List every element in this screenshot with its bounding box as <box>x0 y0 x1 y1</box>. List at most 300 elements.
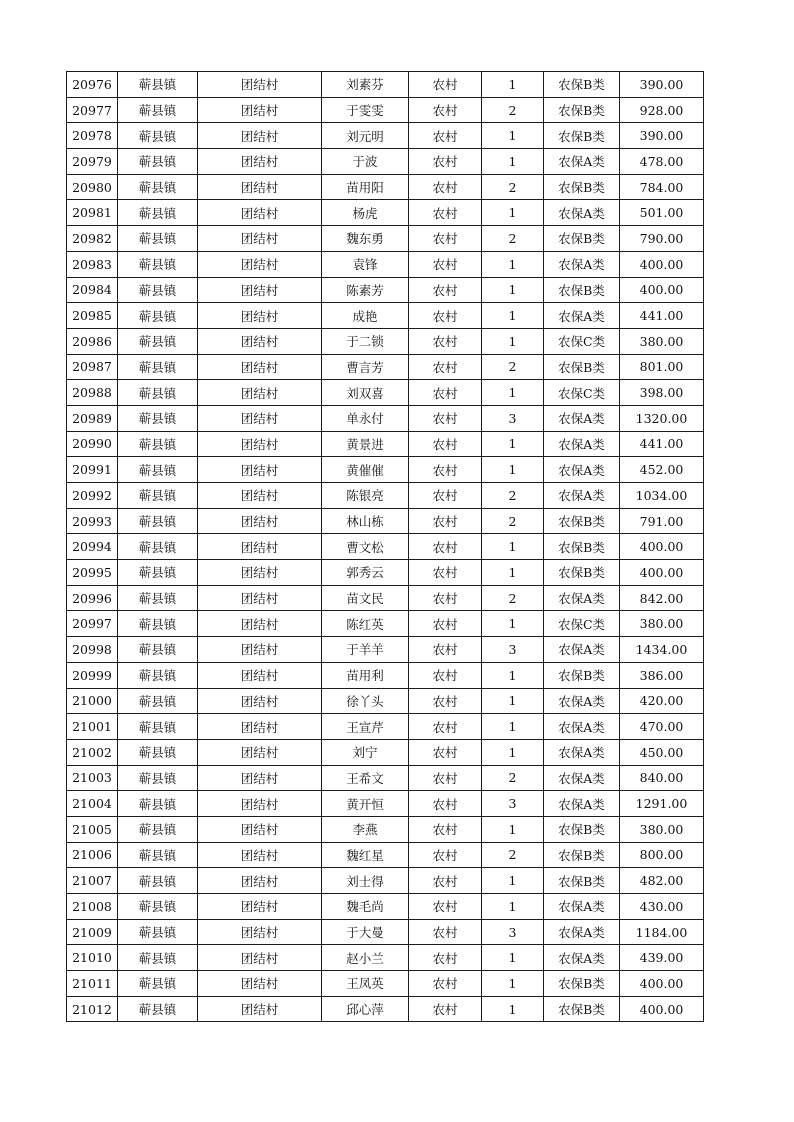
amount-cell: 400.00 <box>620 971 704 997</box>
household-size-cell: 2 <box>482 508 544 534</box>
town-cell: 蕲县镇 <box>118 662 198 688</box>
name-cell: 魏毛尚 <box>322 894 409 920</box>
record-number-cell: 21003 <box>67 765 118 791</box>
household-size-cell: 1 <box>482 251 544 277</box>
record-number-cell: 20992 <box>67 483 118 509</box>
amount-cell: 478.00 <box>620 149 704 175</box>
village-cell: 团结村 <box>198 585 322 611</box>
household-size-cell: 2 <box>482 765 544 791</box>
name-cell: 成艳 <box>322 303 409 329</box>
town-cell: 蕲县镇 <box>118 945 198 971</box>
household-type-cell: 农村 <box>409 996 482 1022</box>
record-number-cell: 21010 <box>67 945 118 971</box>
household-type-cell: 农村 <box>409 200 482 226</box>
category-cell: 农保B类 <box>544 971 620 997</box>
category-cell: 农保C类 <box>544 611 620 637</box>
amount-cell: 441.00 <box>620 303 704 329</box>
village-cell: 团结村 <box>198 919 322 945</box>
record-number-cell: 20986 <box>67 328 118 354</box>
category-cell: 农保A类 <box>544 483 620 509</box>
record-number-cell: 20997 <box>67 611 118 637</box>
record-number-cell: 20981 <box>67 200 118 226</box>
record-number-cell: 20977 <box>67 97 118 123</box>
table-row <box>67 457 704 483</box>
household-size-cell: 1 <box>482 560 544 586</box>
amount-cell: 842.00 <box>620 585 704 611</box>
amount-cell: 790.00 <box>620 226 704 252</box>
amount-cell: 791.00 <box>620 508 704 534</box>
household-size-cell: 1 <box>482 123 544 149</box>
table-row <box>67 791 704 817</box>
village-cell: 团结村 <box>198 431 322 457</box>
category-cell: 农保B类 <box>544 842 620 868</box>
category-cell: 农保A类 <box>544 688 620 714</box>
name-cell: 邱心萍 <box>322 996 409 1022</box>
household-size-cell: 2 <box>482 174 544 200</box>
category-cell: 农保A类 <box>544 714 620 740</box>
amount-cell: 784.00 <box>620 174 704 200</box>
amount-cell: 1291.00 <box>620 791 704 817</box>
household-size-cell: 2 <box>482 483 544 509</box>
amount-cell: 390.00 <box>620 72 704 98</box>
household-type-cell: 农村 <box>409 868 482 894</box>
household-type-cell: 农村 <box>409 765 482 791</box>
household-type-cell: 农村 <box>409 123 482 149</box>
amount-cell: 439.00 <box>620 945 704 971</box>
village-cell: 团结村 <box>198 688 322 714</box>
record-number-cell: 20985 <box>67 303 118 329</box>
village-cell: 团结村 <box>198 277 322 303</box>
household-size-cell: 1 <box>482 534 544 560</box>
record-number-cell: 20983 <box>67 251 118 277</box>
household-type-cell: 农村 <box>409 714 482 740</box>
village-cell: 团结村 <box>198 560 322 586</box>
village-cell: 团结村 <box>198 174 322 200</box>
record-number-cell: 20991 <box>67 457 118 483</box>
town-cell: 蕲县镇 <box>118 174 198 200</box>
record-number-cell: 20999 <box>67 662 118 688</box>
household-type-cell: 农村 <box>409 611 482 637</box>
village-cell: 团结村 <box>198 457 322 483</box>
category-cell: 农保B类 <box>544 534 620 560</box>
record-number-cell: 21008 <box>67 894 118 920</box>
amount-cell: 470.00 <box>620 714 704 740</box>
town-cell: 蕲县镇 <box>118 328 198 354</box>
name-cell: 刘双喜 <box>322 380 409 406</box>
village-cell: 团结村 <box>198 328 322 354</box>
record-number-cell: 21005 <box>67 816 118 842</box>
town-cell: 蕲县镇 <box>118 816 198 842</box>
household-size-cell: 1 <box>482 739 544 765</box>
category-cell: 农保B类 <box>544 123 620 149</box>
record-number-cell: 20987 <box>67 354 118 380</box>
table-row <box>67 842 704 868</box>
village-cell: 团结村 <box>198 637 322 663</box>
table-row <box>67 868 704 894</box>
category-cell: 农保B类 <box>544 560 620 586</box>
village-cell: 团结村 <box>198 405 322 431</box>
village-cell: 团结村 <box>198 200 322 226</box>
name-cell: 于羊羊 <box>322 637 409 663</box>
name-cell: 刘士得 <box>322 868 409 894</box>
household-type-cell: 农村 <box>409 791 482 817</box>
category-cell: 农保B类 <box>544 354 620 380</box>
amount-cell: 482.00 <box>620 868 704 894</box>
name-cell: 郭秀云 <box>322 560 409 586</box>
category-cell: 农保A类 <box>544 457 620 483</box>
village-cell: 团结村 <box>198 945 322 971</box>
table-row <box>67 534 704 560</box>
record-number-cell: 20976 <box>67 72 118 98</box>
table-row <box>67 945 704 971</box>
village-cell: 团结村 <box>198 765 322 791</box>
name-cell: 苗用阳 <box>322 174 409 200</box>
amount-cell: 1434.00 <box>620 637 704 663</box>
name-cell: 刘宁 <box>322 739 409 765</box>
table-row <box>67 483 704 509</box>
name-cell: 陈银亮 <box>322 483 409 509</box>
village-cell: 团结村 <box>198 123 322 149</box>
household-type-cell: 农村 <box>409 277 482 303</box>
household-size-cell: 1 <box>482 662 544 688</box>
household-size-cell: 1 <box>482 303 544 329</box>
record-number-cell: 21000 <box>67 688 118 714</box>
village-cell: 团结村 <box>198 971 322 997</box>
town-cell: 蕲县镇 <box>118 483 198 509</box>
amount-cell: 400.00 <box>620 560 704 586</box>
household-size-cell: 3 <box>482 637 544 663</box>
amount-cell: 1034.00 <box>620 483 704 509</box>
category-cell: 农保B类 <box>544 868 620 894</box>
household-size-cell: 1 <box>482 996 544 1022</box>
village-cell: 团结村 <box>198 662 322 688</box>
amount-cell: 386.00 <box>620 662 704 688</box>
name-cell: 陈素芳 <box>322 277 409 303</box>
name-cell: 王宣芹 <box>322 714 409 740</box>
household-type-cell: 农村 <box>409 534 482 560</box>
record-number-cell: 21002 <box>67 739 118 765</box>
record-number-cell: 20996 <box>67 585 118 611</box>
household-type-cell: 农村 <box>409 97 482 123</box>
amount-cell: 380.00 <box>620 328 704 354</box>
table-row <box>67 662 704 688</box>
village-cell: 团结村 <box>198 226 322 252</box>
household-size-cell: 2 <box>482 585 544 611</box>
amount-cell: 441.00 <box>620 431 704 457</box>
category-cell: 农保B类 <box>544 97 620 123</box>
town-cell: 蕲县镇 <box>118 842 198 868</box>
record-number-cell: 21006 <box>67 842 118 868</box>
household-type-cell: 农村 <box>409 560 482 586</box>
category-cell: 农保A类 <box>544 765 620 791</box>
town-cell: 蕲县镇 <box>118 251 198 277</box>
town-cell: 蕲县镇 <box>118 226 198 252</box>
village-cell: 团结村 <box>198 72 322 98</box>
town-cell: 蕲县镇 <box>118 380 198 406</box>
household-size-cell: 1 <box>482 945 544 971</box>
amount-cell: 420.00 <box>620 688 704 714</box>
household-type-cell: 农村 <box>409 251 482 277</box>
table-row <box>67 765 704 791</box>
village-cell: 团结村 <box>198 97 322 123</box>
town-cell: 蕲县镇 <box>118 508 198 534</box>
household-type-cell: 农村 <box>409 303 482 329</box>
name-cell: 曹文松 <box>322 534 409 560</box>
household-type-cell: 农村 <box>409 662 482 688</box>
village-cell: 团结村 <box>198 996 322 1022</box>
record-number-cell: 20979 <box>67 149 118 175</box>
amount-cell: 928.00 <box>620 97 704 123</box>
town-cell: 蕲县镇 <box>118 354 198 380</box>
village-cell: 团结村 <box>198 303 322 329</box>
category-cell: 农保B类 <box>544 996 620 1022</box>
amount-cell: 400.00 <box>620 251 704 277</box>
town-cell: 蕲县镇 <box>118 123 198 149</box>
town-cell: 蕲县镇 <box>118 714 198 740</box>
town-cell: 蕲县镇 <box>118 303 198 329</box>
name-cell: 刘素芬 <box>322 72 409 98</box>
name-cell: 王希文 <box>322 765 409 791</box>
amount-cell: 380.00 <box>620 611 704 637</box>
household-size-cell: 1 <box>482 688 544 714</box>
town-cell: 蕲县镇 <box>118 611 198 637</box>
amount-cell: 400.00 <box>620 534 704 560</box>
table-row <box>67 303 704 329</box>
name-cell: 黄景进 <box>322 431 409 457</box>
name-cell: 杨虎 <box>322 200 409 226</box>
name-cell: 于二锁 <box>322 328 409 354</box>
village-cell: 团结村 <box>198 380 322 406</box>
record-number-cell: 21001 <box>67 714 118 740</box>
category-cell: 农保A类 <box>544 431 620 457</box>
household-size-cell: 1 <box>482 894 544 920</box>
village-cell: 团结村 <box>198 611 322 637</box>
category-cell: 农保B类 <box>544 662 620 688</box>
name-cell: 林山栋 <box>322 508 409 534</box>
village-cell: 团结村 <box>198 534 322 560</box>
town-cell: 蕲县镇 <box>118 405 198 431</box>
village-cell: 团结村 <box>198 483 322 509</box>
table-row <box>67 405 704 431</box>
household-size-cell: 1 <box>482 328 544 354</box>
household-size-cell: 1 <box>482 200 544 226</box>
amount-cell: 400.00 <box>620 277 704 303</box>
table-row <box>67 149 704 175</box>
record-number-cell: 20990 <box>67 431 118 457</box>
category-cell: 农保B类 <box>544 174 620 200</box>
roster-table-body <box>67 72 704 1022</box>
town-cell: 蕲县镇 <box>118 585 198 611</box>
household-type-cell: 农村 <box>409 328 482 354</box>
household-size-cell: 1 <box>482 431 544 457</box>
household-type-cell: 农村 <box>409 174 482 200</box>
name-cell: 徐丫头 <box>322 688 409 714</box>
record-number-cell: 21004 <box>67 791 118 817</box>
table-row <box>67 200 704 226</box>
table-row <box>67 72 704 98</box>
category-cell: 农保A类 <box>544 405 620 431</box>
category-cell: 农保A类 <box>544 919 620 945</box>
town-cell: 蕲县镇 <box>118 971 198 997</box>
record-number-cell: 20993 <box>67 508 118 534</box>
household-size-cell: 1 <box>482 149 544 175</box>
household-type-cell: 农村 <box>409 405 482 431</box>
amount-cell: 452.00 <box>620 457 704 483</box>
household-type-cell: 农村 <box>409 508 482 534</box>
table-row <box>67 251 704 277</box>
town-cell: 蕲县镇 <box>118 996 198 1022</box>
town-cell: 蕲县镇 <box>118 534 198 560</box>
household-type-cell: 农村 <box>409 226 482 252</box>
amount-cell: 840.00 <box>620 765 704 791</box>
amount-cell: 430.00 <box>620 894 704 920</box>
household-type-cell: 农村 <box>409 431 482 457</box>
name-cell: 单永付 <box>322 405 409 431</box>
amount-cell: 380.00 <box>620 816 704 842</box>
name-cell: 于波 <box>322 149 409 175</box>
record-number-cell: 20989 <box>67 405 118 431</box>
name-cell: 黄开恒 <box>322 791 409 817</box>
town-cell: 蕲县镇 <box>118 431 198 457</box>
village-cell: 团结村 <box>198 714 322 740</box>
household-type-cell: 农村 <box>409 380 482 406</box>
amount-cell: 1320.00 <box>620 405 704 431</box>
category-cell: 农保A类 <box>544 251 620 277</box>
household-type-cell: 农村 <box>409 945 482 971</box>
amount-cell: 501.00 <box>620 200 704 226</box>
town-cell: 蕲县镇 <box>118 277 198 303</box>
category-cell: 农保A类 <box>544 303 620 329</box>
household-type-cell: 农村 <box>409 72 482 98</box>
record-number-cell: 20984 <box>67 277 118 303</box>
village-cell: 团结村 <box>198 354 322 380</box>
name-cell: 李燕 <box>322 816 409 842</box>
table-row <box>67 97 704 123</box>
category-cell: 农保A类 <box>544 637 620 663</box>
name-cell: 魏红星 <box>322 842 409 868</box>
household-type-cell: 农村 <box>409 457 482 483</box>
category-cell: 农保C类 <box>544 380 620 406</box>
table-row <box>67 328 704 354</box>
name-cell: 陈红英 <box>322 611 409 637</box>
town-cell: 蕲县镇 <box>118 560 198 586</box>
village-cell: 团结村 <box>198 251 322 277</box>
category-cell: 农保A类 <box>544 739 620 765</box>
table-row <box>67 996 704 1022</box>
town-cell: 蕲县镇 <box>118 457 198 483</box>
town-cell: 蕲县镇 <box>118 637 198 663</box>
household-type-cell: 农村 <box>409 894 482 920</box>
record-number-cell: 20988 <box>67 380 118 406</box>
household-type-cell: 农村 <box>409 149 482 175</box>
village-cell: 团结村 <box>198 894 322 920</box>
amount-cell: 450.00 <box>620 739 704 765</box>
household-type-cell: 农村 <box>409 971 482 997</box>
household-type-cell: 农村 <box>409 842 482 868</box>
household-size-cell: 1 <box>482 816 544 842</box>
table-row <box>67 354 704 380</box>
town-cell: 蕲县镇 <box>118 919 198 945</box>
category-cell: 农保A类 <box>544 200 620 226</box>
table-row <box>67 431 704 457</box>
village-cell: 团结村 <box>198 508 322 534</box>
village-cell: 团结村 <box>198 868 322 894</box>
record-number-cell: 20980 <box>67 174 118 200</box>
record-number-cell: 21012 <box>67 996 118 1022</box>
table-row <box>67 816 704 842</box>
village-cell: 团结村 <box>198 739 322 765</box>
name-cell: 袁锋 <box>322 251 409 277</box>
household-type-cell: 农村 <box>409 585 482 611</box>
household-type-cell: 农村 <box>409 919 482 945</box>
name-cell: 刘元明 <box>322 123 409 149</box>
category-cell: 农保A类 <box>544 945 620 971</box>
category-cell: 农保A类 <box>544 791 620 817</box>
record-number-cell: 21011 <box>67 971 118 997</box>
name-cell: 于雯雯 <box>322 97 409 123</box>
category-cell: 农保A类 <box>544 894 620 920</box>
town-cell: 蕲县镇 <box>118 97 198 123</box>
category-cell: 农保A类 <box>544 585 620 611</box>
record-number-cell: 20982 <box>67 226 118 252</box>
table-row <box>67 226 704 252</box>
town-cell: 蕲县镇 <box>118 791 198 817</box>
category-cell: 农保B类 <box>544 816 620 842</box>
household-size-cell: 3 <box>482 405 544 431</box>
village-cell: 团结村 <box>198 791 322 817</box>
amount-cell: 398.00 <box>620 380 704 406</box>
table-row <box>67 971 704 997</box>
household-size-cell: 1 <box>482 457 544 483</box>
amount-cell: 800.00 <box>620 842 704 868</box>
record-number-cell: 20998 <box>67 637 118 663</box>
name-cell: 苗用利 <box>322 662 409 688</box>
table-row <box>67 688 704 714</box>
name-cell: 于大曼 <box>322 919 409 945</box>
category-cell: 农保B类 <box>544 508 620 534</box>
household-type-cell: 农村 <box>409 637 482 663</box>
household-size-cell: 2 <box>482 97 544 123</box>
table-row <box>67 919 704 945</box>
household-size-cell: 2 <box>482 226 544 252</box>
name-cell: 魏东勇 <box>322 226 409 252</box>
amount-cell: 390.00 <box>620 123 704 149</box>
household-type-cell: 农村 <box>409 816 482 842</box>
amount-cell: 801.00 <box>620 354 704 380</box>
table-row <box>67 894 704 920</box>
town-cell: 蕲县镇 <box>118 688 198 714</box>
town-cell: 蕲县镇 <box>118 868 198 894</box>
name-cell: 苗文民 <box>322 585 409 611</box>
name-cell: 曹言芳 <box>322 354 409 380</box>
village-cell: 团结村 <box>198 842 322 868</box>
name-cell: 王凤英 <box>322 971 409 997</box>
household-size-cell: 1 <box>482 380 544 406</box>
household-size-cell: 1 <box>482 277 544 303</box>
table-row <box>67 123 704 149</box>
household-size-cell: 2 <box>482 354 544 380</box>
table-row <box>67 174 704 200</box>
record-number-cell: 20994 <box>67 534 118 560</box>
amount-cell: 1184.00 <box>620 919 704 945</box>
category-cell: 农保A类 <box>544 149 620 175</box>
town-cell: 蕲县镇 <box>118 149 198 175</box>
category-cell: 农保B类 <box>544 226 620 252</box>
table-row <box>67 380 704 406</box>
record-number-cell: 20978 <box>67 123 118 149</box>
town-cell: 蕲县镇 <box>118 72 198 98</box>
household-size-cell: 1 <box>482 611 544 637</box>
